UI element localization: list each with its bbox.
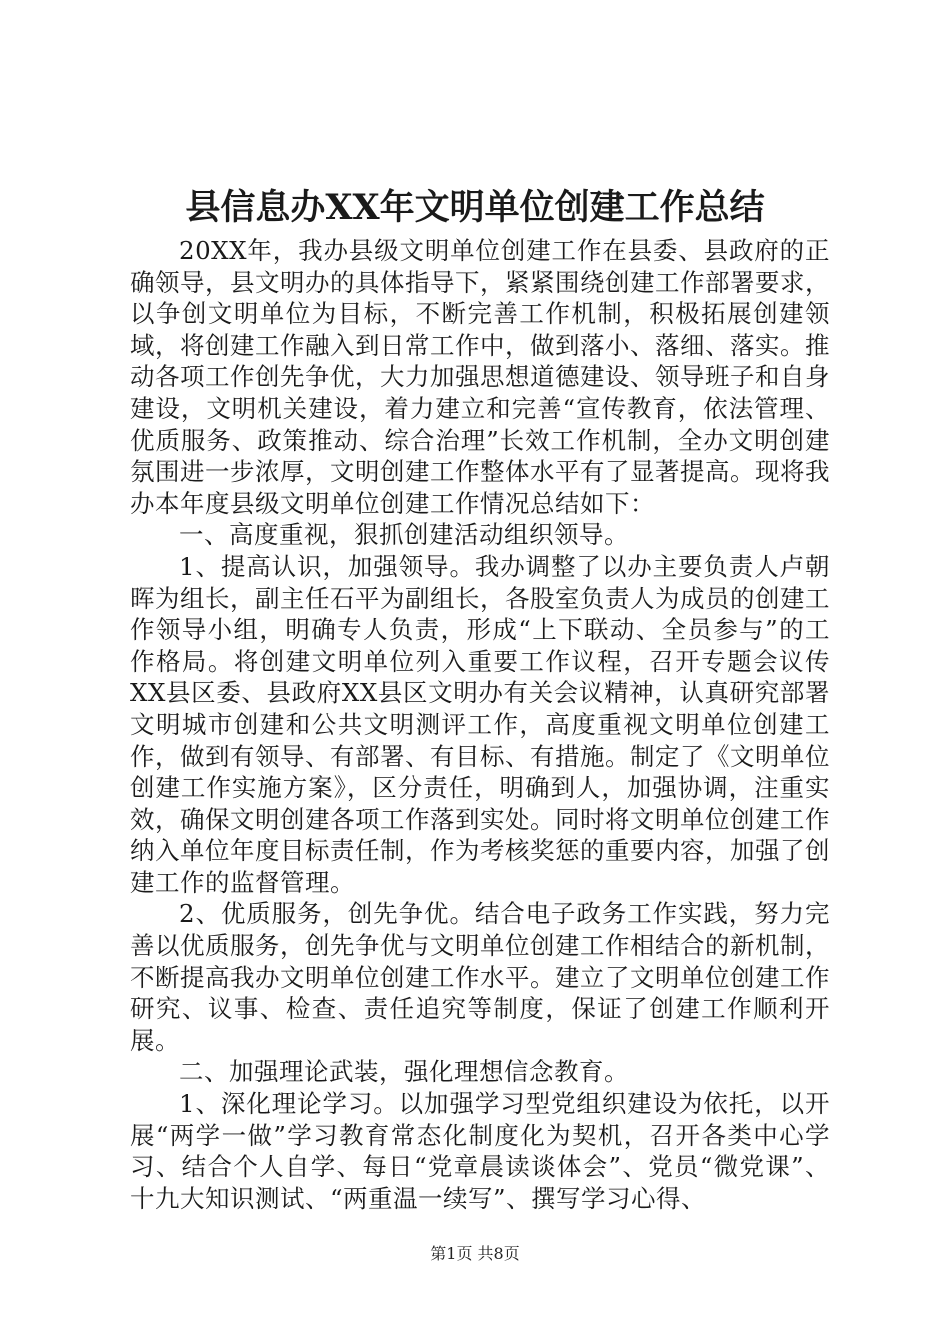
section-heading-1: 一、高度重视，狠抓创建活动组织领导。 [179,520,629,550]
document-body [130,235,830,1214]
section-heading-2: 二、加强理论武装，强化理想信念教育。 [179,1057,629,1087]
paragraph-2-1: 1、深化理论学习。以加强学习型党组织建设为依托，以开展“两学一做”学习教育常态化制度化为契机，召开各类中心学习、结合个人自学、每日“党章晨读谈体会”、党员“微党课”、十九大知识测试、“两重温一续写”、撰写学习心得、 [130,1089,830,1213]
paragraph-intro: 20XX年，我办县级文明单位创建工作在县委、县政府的正确领导，县文明办的具体指导下，紧紧围绕创建工作部署要求，以争创文明单位为目标，不断完善工作机制，积极拓展创建领域，将创建工作融入到日常工作中，做到落小、落细、落实。推动各项工作创先争优，大力加强思想道德建设、领导班子和自身建设，文明机关建设，着力建立和完善“宣传教育，依法管理、优质服务、政策推动、综合治理”长效工作机制，全办文明创建氛围进一步浓厚，文明创建工作整体水平有了显著提高。现将我办本年度县级文明单位创建工作情况总结如下： [130,236,830,518]
paragraph-1-2: 2、优质服务，创先争优。结合电子政务工作实践，努力完善以优质服务，创先争优与文明单位创建工作相结合的新机制，不断提高我办文明单位创建工作水平。建立了文明单位创建工作研究、议事、检查、责任追究等制度，保证了创建工作顺利开展。 [130,899,830,1055]
page-footer: 第1页 共8页 [430,1244,520,1263]
document-title: 县信息办XX年文明单位创建工作总结 [185,187,765,228]
paragraph-1-1: 1、提高认识，加强领导。我办调整了以办主要负责人卢朝晖为组长，副主任石平为副组长，各股室负责人为成员的创建工作领导小组，明确专人负责，形成“上下联动、全员参与”的工作格局。将创建文明单位列入重要工作议程，召开专题会议传XX县区委、县政府XX县区文明办有关会议精神，认真研究部署文明城市创建和公共文明测评工作，高度重视文明单位创建工作，做到有领导、有部署、有目标、有措施。制定了《文明单位创建工作实施方案》，区分责任，明确到人，加强协调，注重实效，确保文明创建各项工作落到实处。同时将文明单位创建工作纳入单位年度目标责任制，作为考核奖惩的重要内容，加强了创建工作的监督管理。 [130,551,830,897]
